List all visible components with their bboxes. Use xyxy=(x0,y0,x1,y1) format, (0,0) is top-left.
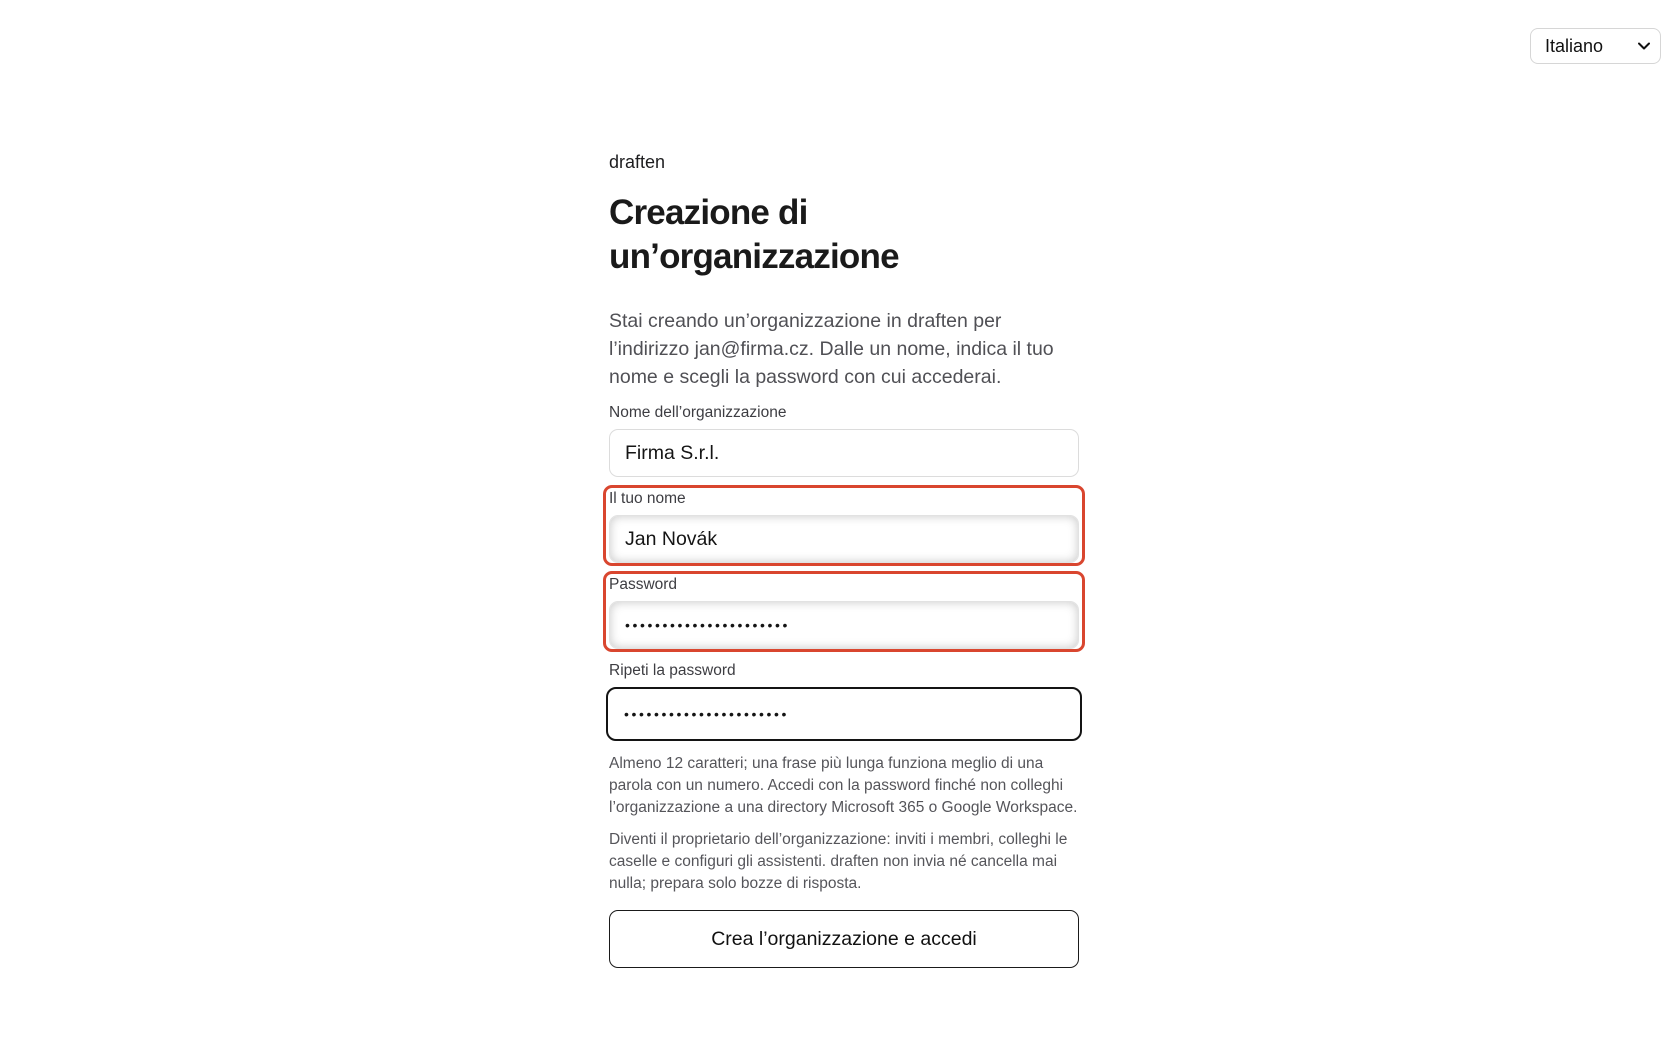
your-name-field-group xyxy=(609,489,1079,563)
chevron-down-icon xyxy=(1636,38,1652,54)
your-name-label: Il tuo nome xyxy=(609,490,686,507)
repeat-password-field-group xyxy=(609,661,1079,741)
brand-name: draften xyxy=(609,152,666,172)
create-organization-form xyxy=(609,146,1079,968)
page-title: Creazione di un’organizzazione xyxy=(609,193,899,276)
org-name-input[interactable]: Firma S.r.l. xyxy=(609,429,1079,477)
create-organization-button[interactable]: Crea l’organizzazione e accedi xyxy=(609,910,1079,968)
language-select[interactable] xyxy=(1530,28,1661,64)
password-label: Password xyxy=(609,576,678,593)
language-select-value: Italiano xyxy=(1545,35,1604,56)
org-name-field-group xyxy=(609,403,1079,477)
intro-text: Stai creando un’organizzazione in draften per l’indirizzo jan@firma.cz. Dalle un nome, indica il tuo nome e scegli la password con cui accederai. xyxy=(609,310,1054,388)
password-hint: Almeno 12 caratteri; una frase più lunga funziona meglio di una parola con un numero. Accedi con la password finché non colleghi l’organizzazione a una directory Microsoft 365 o Google Workspace. xyxy=(609,755,1078,816)
password-field-group xyxy=(609,575,1079,649)
repeat-password-input[interactable]: •••••••••••••••••••••• xyxy=(606,687,1082,741)
your-name-input[interactable]: Jan Novák xyxy=(609,515,1079,563)
repeat-password-label: Ripeti la password xyxy=(609,662,736,679)
password-input[interactable]: •••••••••••••••••••••• xyxy=(609,601,1079,649)
ownership-hint: Diventi il proprietario dell’organizzazione: inviti i membri, colleghi le caselle e configuri gli assistenti. draften non invia né cancella mai nulla; prepara solo bozze di risposta. xyxy=(609,831,1068,892)
org-name-label: Nome dell’organizzazione xyxy=(609,404,787,421)
